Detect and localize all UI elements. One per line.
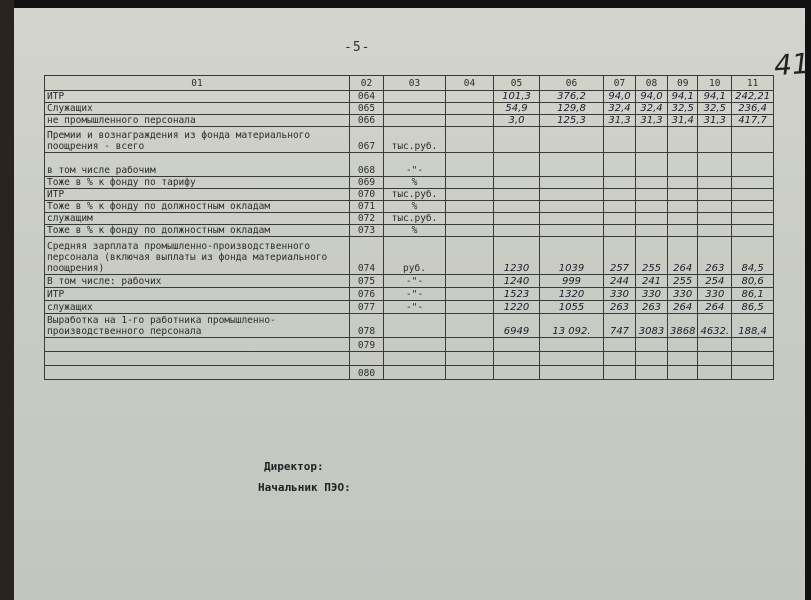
- value-cell-c05: [494, 201, 540, 213]
- col-04-cell: [446, 189, 494, 201]
- column-header: 07: [604, 76, 636, 91]
- value-cell-c11: 242,21: [732, 91, 774, 103]
- value-cell-c08: 94,0: [636, 91, 668, 103]
- value-cell-c11: [732, 153, 774, 177]
- value-cell-c06: 1055: [540, 301, 604, 314]
- value-cell-c05: 6949: [494, 314, 540, 338]
- value-cell-c05: 3,0: [494, 115, 540, 127]
- value-cell-c09: [668, 366, 698, 380]
- col-04-cell: [446, 314, 494, 338]
- value-cell-c09: 32,5: [668, 103, 698, 115]
- value-cell-c07: [604, 177, 636, 189]
- value-cell-c09: [668, 201, 698, 213]
- row-code: 072: [350, 213, 384, 225]
- value-cell-c07: 330: [604, 288, 636, 301]
- folio-number: 41: [772, 46, 811, 83]
- table-row: [45, 314, 774, 338]
- col-04-cell: [446, 213, 494, 225]
- value-cell-c11: [732, 225, 774, 237]
- header-row: [45, 76, 774, 91]
- table-row: [45, 366, 774, 380]
- row-code: 076: [350, 288, 384, 301]
- value-cell-c07: 244: [604, 275, 636, 288]
- value-cell-c06: [540, 225, 604, 237]
- column-header: 04: [446, 76, 494, 91]
- col-04-cell: [446, 127, 494, 153]
- row-label: [45, 352, 350, 366]
- column-header: 11: [732, 76, 774, 91]
- value-cell-c10: [698, 366, 732, 380]
- value-cell-c08: [636, 127, 668, 153]
- value-cell-c09: 264: [668, 301, 698, 314]
- row-unit: [384, 115, 446, 127]
- value-cell-c10: 94,1: [698, 91, 732, 103]
- value-cell-c09: 330: [668, 288, 698, 301]
- row-code: 070: [350, 189, 384, 201]
- row-label: [45, 366, 350, 380]
- value-cell-c08: 31,3: [636, 115, 668, 127]
- page-number: -5-: [344, 40, 371, 55]
- value-cell-c11: [732, 213, 774, 225]
- row-code: [350, 352, 384, 366]
- row-code: 073: [350, 225, 384, 237]
- row-unit: руб.: [384, 237, 446, 275]
- column-header: 03: [384, 76, 446, 91]
- row-label: [45, 338, 350, 352]
- table-row: [45, 225, 774, 237]
- row-unit: тыс.руб.: [384, 213, 446, 225]
- value-cell-c08: [636, 366, 668, 380]
- value-cell-c06: 1320: [540, 288, 604, 301]
- value-cell-c09: [668, 127, 698, 153]
- value-cell-c07: [604, 127, 636, 153]
- value-cell-c07: [604, 189, 636, 201]
- row-unit: %: [384, 177, 446, 189]
- value-cell-c09: [668, 189, 698, 201]
- value-cell-c07: [604, 352, 636, 366]
- value-cell-c06: [540, 352, 604, 366]
- value-cell-c09: 31,4: [668, 115, 698, 127]
- table-row: [45, 103, 774, 115]
- row-code: 071: [350, 201, 384, 213]
- value-cell-c10: [698, 352, 732, 366]
- value-cell-c10: 264: [698, 301, 732, 314]
- value-cell-c10: 254: [698, 275, 732, 288]
- value-cell-c07: 263: [604, 301, 636, 314]
- value-cell-c08: [636, 225, 668, 237]
- row-label: ИТР: [45, 189, 350, 201]
- pzo-head-signature-label: Начальник ПЭО:: [258, 481, 351, 494]
- value-cell-c06: 13 092.: [540, 314, 604, 338]
- row-label: Премии и вознаграждения из фонда материального поощрения - всего: [45, 127, 350, 153]
- value-cell-c10: [698, 189, 732, 201]
- value-cell-c08: 255: [636, 237, 668, 275]
- row-code: 067: [350, 127, 384, 153]
- value-cell-c07: 747: [604, 314, 636, 338]
- row-label: в том числе рабочим: [45, 153, 350, 177]
- row-label: Тоже в % к фонду по должностным окладам: [45, 201, 350, 213]
- value-cell-c07: [604, 338, 636, 352]
- value-cell-c06: [540, 213, 604, 225]
- row-label: Служащих: [45, 103, 350, 115]
- row-unit: -"-: [384, 301, 446, 314]
- column-header: 01: [45, 76, 350, 91]
- value-cell-c07: 31,3: [604, 115, 636, 127]
- value-cell-c05: [494, 177, 540, 189]
- row-unit: [384, 352, 446, 366]
- value-cell-c09: 255: [668, 275, 698, 288]
- value-cell-c08: [636, 352, 668, 366]
- row-code: 068: [350, 153, 384, 177]
- row-unit: [384, 338, 446, 352]
- value-cell-c10: [698, 177, 732, 189]
- column-header: 05: [494, 76, 540, 91]
- table-row: [45, 115, 774, 127]
- row-code: 074: [350, 237, 384, 275]
- value-cell-c09: [668, 225, 698, 237]
- value-cell-c11: [732, 177, 774, 189]
- col-04-cell: [446, 153, 494, 177]
- value-cell-c10: 32,5: [698, 103, 732, 115]
- value-cell-c05: [494, 338, 540, 352]
- column-header: 08: [636, 76, 668, 91]
- value-cell-c05: [494, 189, 540, 201]
- value-cell-c09: [668, 338, 698, 352]
- col-04-cell: [446, 103, 494, 115]
- value-cell-c07: [604, 366, 636, 380]
- value-cell-c11: 86,1: [732, 288, 774, 301]
- row-unit: [384, 314, 446, 338]
- director-signature-label: Директор:: [264, 460, 324, 473]
- col-04-cell: [446, 91, 494, 103]
- row-code: 078: [350, 314, 384, 338]
- col-04-cell: [446, 225, 494, 237]
- value-cell-c06: [540, 201, 604, 213]
- row-label: Тоже в % к фонду по должностным окладам: [45, 225, 350, 237]
- value-cell-c10: [698, 153, 732, 177]
- value-cell-c11: 84,5: [732, 237, 774, 275]
- value-cell-c11: 417,7: [732, 115, 774, 127]
- column-header: 10: [698, 76, 732, 91]
- value-cell-c05: [494, 213, 540, 225]
- value-cell-c05: 1220: [494, 301, 540, 314]
- value-cell-c08: [636, 338, 668, 352]
- row-label: ИТР: [45, 288, 350, 301]
- value-cell-c06: [540, 127, 604, 153]
- value-cell-c09: [668, 177, 698, 189]
- row-code: 079: [350, 338, 384, 352]
- row-label: ИТР: [45, 91, 350, 103]
- value-cell-c09: [668, 153, 698, 177]
- row-code: 066: [350, 115, 384, 127]
- row-label: В том числе: рабочих: [45, 275, 350, 288]
- value-cell-c08: [636, 213, 668, 225]
- table-row: [45, 153, 774, 177]
- value-cell-c05: 1240: [494, 275, 540, 288]
- value-cell-c09: 3868: [668, 314, 698, 338]
- table-row: [45, 237, 774, 275]
- value-cell-c06: 1039: [540, 237, 604, 275]
- value-cell-c07: [604, 153, 636, 177]
- value-cell-c11: [732, 127, 774, 153]
- value-cell-c05: [494, 366, 540, 380]
- value-cell-c06: 376,2: [540, 91, 604, 103]
- value-cell-c08: [636, 177, 668, 189]
- row-unit: -"-: [384, 288, 446, 301]
- row-unit: %: [384, 201, 446, 213]
- row-unit: [384, 103, 446, 115]
- col-04-cell: [446, 237, 494, 275]
- value-cell-c05: 101,3: [494, 91, 540, 103]
- value-cell-c06: 125,3: [540, 115, 604, 127]
- row-unit: -"-: [384, 153, 446, 177]
- value-cell-c07: [604, 213, 636, 225]
- value-cell-c08: [636, 201, 668, 213]
- table-row: [45, 127, 774, 153]
- binder-edge: [0, 0, 14, 600]
- value-cell-c10: 4632.: [698, 314, 732, 338]
- col-04-cell: [446, 366, 494, 380]
- table-row: [45, 201, 774, 213]
- value-cell-c08: 330: [636, 288, 668, 301]
- value-cell-c09: 94,1: [668, 91, 698, 103]
- table-row: [45, 352, 774, 366]
- value-cell-c08: [636, 189, 668, 201]
- value-cell-c07: 32,4: [604, 103, 636, 115]
- value-cell-c06: 129,8: [540, 103, 604, 115]
- value-cell-c05: 54,9: [494, 103, 540, 115]
- table-row: [45, 213, 774, 225]
- value-cell-c11: [732, 338, 774, 352]
- value-cell-c10: 31,3: [698, 115, 732, 127]
- row-label: служащих: [45, 301, 350, 314]
- value-cell-c08: 263: [636, 301, 668, 314]
- value-cell-c06: 999: [540, 275, 604, 288]
- value-cell-c10: 330: [698, 288, 732, 301]
- row-label: Тоже в % к фонду по тарифу: [45, 177, 350, 189]
- value-cell-c10: [698, 127, 732, 153]
- report-table: [44, 75, 774, 380]
- value-cell-c09: [668, 352, 698, 366]
- value-cell-c08: 32,4: [636, 103, 668, 115]
- row-unit: %: [384, 225, 446, 237]
- table-row: [45, 275, 774, 288]
- value-cell-c09: [668, 213, 698, 225]
- table-row: [45, 91, 774, 103]
- table-row: [45, 288, 774, 301]
- value-cell-c11: 80,6: [732, 275, 774, 288]
- value-cell-c05: [494, 225, 540, 237]
- row-unit: тыс.руб.: [384, 127, 446, 153]
- col-04-cell: [446, 115, 494, 127]
- value-cell-c11: [732, 201, 774, 213]
- table-row: [45, 189, 774, 201]
- row-code: 064: [350, 91, 384, 103]
- value-cell-c05: [494, 153, 540, 177]
- value-cell-c11: 86,5: [732, 301, 774, 314]
- value-cell-c11: 236,4: [732, 103, 774, 115]
- value-cell-c05: [494, 352, 540, 366]
- value-cell-c08: [636, 153, 668, 177]
- value-cell-c06: [540, 177, 604, 189]
- value-cell-c06: [540, 153, 604, 177]
- row-label: Средняя зарплата промышленно-производственного персонала (включая выплаты из фонда материального поощрения): [45, 237, 350, 275]
- value-cell-c10: [698, 338, 732, 352]
- column-header: 06: [540, 76, 604, 91]
- row-unit: [384, 91, 446, 103]
- row-code: 069: [350, 177, 384, 189]
- row-code: 075: [350, 275, 384, 288]
- col-04-cell: [446, 288, 494, 301]
- value-cell-c06: [540, 338, 604, 352]
- row-code: 080: [350, 366, 384, 380]
- value-cell-c11: [732, 366, 774, 380]
- value-cell-c07: [604, 201, 636, 213]
- value-cell-c05: [494, 127, 540, 153]
- value-cell-c10: [698, 201, 732, 213]
- value-cell-c05: 1230: [494, 237, 540, 275]
- col-04-cell: [446, 177, 494, 189]
- value-cell-c07: [604, 225, 636, 237]
- col-04-cell: [446, 338, 494, 352]
- row-label: служащим: [45, 213, 350, 225]
- row-unit: [384, 366, 446, 380]
- value-cell-c11: [732, 352, 774, 366]
- value-cell-c09: 264: [668, 237, 698, 275]
- row-label: Выработка на 1-го работника промышленно-производственного персонала: [45, 314, 350, 338]
- col-04-cell: [446, 301, 494, 314]
- value-cell-c10: [698, 225, 732, 237]
- value-cell-c10: 263: [698, 237, 732, 275]
- row-code: 065: [350, 103, 384, 115]
- value-cell-c08: 3083: [636, 314, 668, 338]
- value-cell-c10: [698, 213, 732, 225]
- value-cell-c11: 188,4: [732, 314, 774, 338]
- column-header: 02: [350, 76, 384, 91]
- table-row: [45, 177, 774, 189]
- column-header: 09: [668, 76, 698, 91]
- value-cell-c06: [540, 366, 604, 380]
- row-unit: -"-: [384, 275, 446, 288]
- col-04-cell: [446, 201, 494, 213]
- value-cell-c11: [732, 189, 774, 201]
- value-cell-c07: 257: [604, 237, 636, 275]
- col-04-cell: [446, 275, 494, 288]
- value-cell-c05: 1523: [494, 288, 540, 301]
- value-cell-c08: 241: [636, 275, 668, 288]
- table-row: [45, 338, 774, 352]
- value-cell-c06: [540, 189, 604, 201]
- row-label: не промышленного персонала: [45, 115, 350, 127]
- value-cell-c07: 94,0: [604, 91, 636, 103]
- row-code: 077: [350, 301, 384, 314]
- col-04-cell: [446, 352, 494, 366]
- table-row: [45, 301, 774, 314]
- row-unit: тыс.руб.: [384, 189, 446, 201]
